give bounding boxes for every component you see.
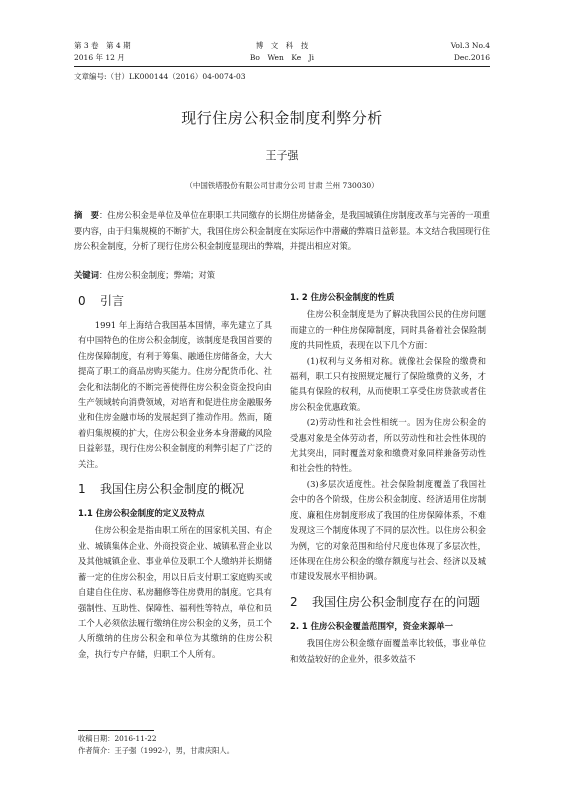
paragraph: (2)劳动性和社会性相统一。因为住房公积金的受惠对象是全体劳动者，所以劳动性和社会性体现的尤其突出，同时覆盖对象和缴费对象同样兼备劳动性和社会性的特性。 — [290, 417, 486, 474]
keywords-text: ：住房公积金制度；弊端；对策 — [98, 270, 216, 280]
paragraph: 我国住房公积金缴存面覆盖率比较低，事业单位和效益较好的企业外，很多效益不 — [290, 638, 486, 664]
paragraph: 住房公积金是指由职工所在的国家机关国、有企业、城镇集体企业、外商投资企业、城镇私营企业以及其他城镇企业、事业单位及职工个人缴纳并长期储蓄一定的住房公积金，用以日后支付职工家庭购买或自建自住住房、私房翻修等住房费用的制度。它具有强制性、互助性、保障性、福利性等特点，单位和员工个人必须依法履行缴纳住房公积金的义务，员工个人所缴纳的住房公积金和单位为其缴纳的住房公积金，执行专户存储，归职工个人所有。 — [78, 525, 272, 659]
paragraph: (1)权利与义务相对称。就像社会保险的缴费和福利，职工只有按照规定履行了保险缴费的义务，才能具有保险的权利，从而使职工享受住房贷款或者住房公积金优惠政策。 — [290, 355, 486, 412]
section-number: 0 — [78, 294, 86, 308]
paragraph: 1991 年上海结合我国基本国情，率先建立了具有中国特色的住房公积金制度，该制度是我国首要的住房保障制度，有利于筹集、融通住房储备金，大大提高了职工的商品房购买能力。住房分配货币化、社会化和法制化的不断完善使得住房公积金资金投向由生产领域转向消费领域，对培育和促进住房金融服务业和住房金融市场的发展起到了推动作用。然而，随着归集规模的扩大，住房公积金业务本身潜藏的风险日益彰显，现行住房公积金制度的利弊引起了广泛的关注。 — [78, 320, 272, 469]
journal-name: 博 文 科 技 — [255, 41, 309, 50]
section-title: 我国住房公积金制度的概况 — [100, 482, 245, 497]
section-number: 1 — [78, 482, 86, 497]
footnote-received-date: 收稿日期：2016-11-22 — [78, 734, 157, 743]
running-header — [74, 40, 490, 66]
abstract-text: ：住房公积金是单位及单位在职职工共同缴存的长期住房储备金，是我国城镇住房制度改革与完善的一项重要内容，由于归集规模的不断扩大，我国住房公积金制度在实际运作中潜藏的弊端日益彰显。本文结合我国现行住房公积金制度，分析了现行住房公积金制度显现出的弊端，并提出相应对策。 — [74, 210, 490, 251]
right-column — [290, 288, 486, 667]
header-center — [74, 40, 490, 64]
journal-pinyin: Bo Wen Ke Ji — [249, 53, 315, 62]
header-right — [451, 40, 490, 64]
footnote-author-info: 作者简介：王子强（1992-），男，甘肃庆阳人。 — [78, 746, 235, 755]
section-heading-overview — [78, 480, 272, 498]
keywords-label: 关键词 — [74, 270, 99, 280]
publication-date-en: Dec.2016 — [453, 53, 490, 62]
paragraph: (3)多层次适度性。社会保险制度覆盖了我国社会中的各个阶级，住房公积金制度、经济适用住房制度、廉租住房制度形成了我国的住房保障体系，不难发现这三个制度体现了不同的层次性。以住房公积金为例，它的对象范围和给付尺度也体现了多层次性，还体现在住房公积金的缴存额度与社会、经济以及城市建设发展水平相协调。 — [290, 478, 486, 582]
section-heading-problems — [290, 593, 486, 611]
subsection-heading: 1.1 住房公积金制度的定义及特点 — [78, 508, 205, 519]
publication-date: 2016 年 12 月 — [74, 53, 125, 62]
footnote-divider — [78, 730, 154, 731]
subsection-heading: 1. 2 住房公积金制度的性质 — [290, 292, 395, 302]
article-number: 文章编号:（甘）LK000144（2016）04-0074-03 — [74, 72, 246, 81]
section-heading-introduction — [78, 292, 272, 310]
paper-title: 现行住房公积金制度利弊分析 — [181, 109, 383, 127]
section-title: 引言 — [100, 294, 125, 308]
volume-issue-en: Vol.3 No.4 — [450, 41, 490, 50]
section-title: 我国住房公积金制度存在的问题 — [312, 594, 481, 609]
abstract-label: 摘 要 — [74, 210, 99, 220]
author-name: 王子强 — [265, 149, 299, 162]
paragraph: 住房公积金制度是为了解决我国公民的住房问题而建立的一种住房保障制度，同时具备着社会保险制度的共同性质，表现在以下几个方面： — [290, 309, 486, 351]
left-column — [78, 288, 272, 662]
section-number: 2 — [290, 594, 298, 609]
header-divider — [74, 66, 490, 67]
abstract — [74, 208, 490, 255]
volume-issue: 第 3 卷 第 4 期 — [74, 41, 131, 50]
subsection-heading: 2. 1 住房公积金覆盖范围窄，资金来源单一 — [290, 620, 454, 631]
keywords — [74, 269, 490, 281]
author-affiliation: （中国铁塔股份有限公司甘肃分公司 甘肃 兰州 730030） — [185, 181, 379, 190]
